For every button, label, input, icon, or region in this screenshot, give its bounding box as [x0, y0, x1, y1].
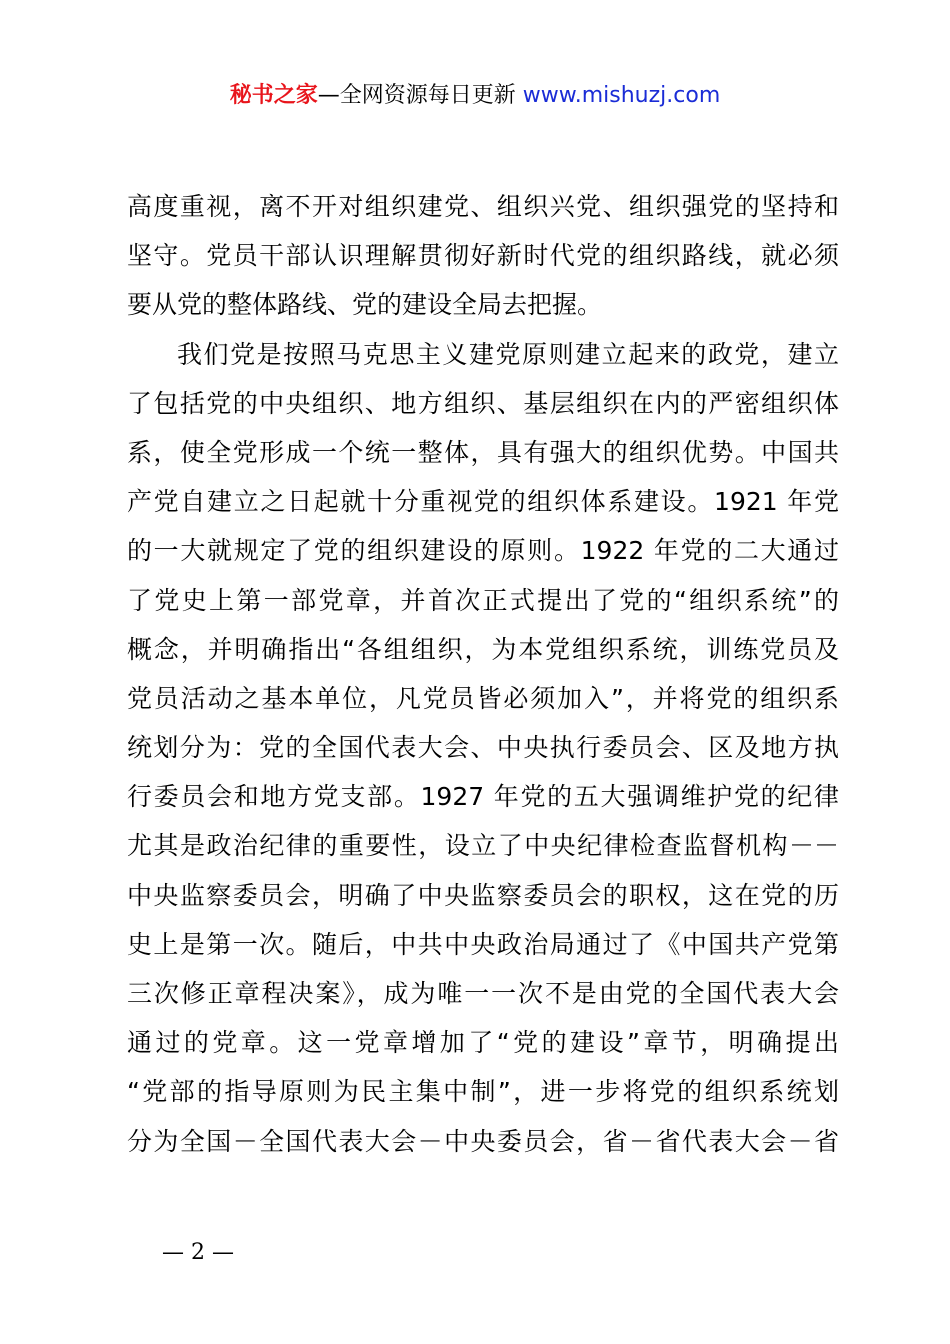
text-line: 统划分为：党的全国代表大会、中央执行委员会、区及地方执	[127, 733, 839, 763]
text-line: 高度重视，离不开对组织建党、组织兴党、组织强党的坚持和	[127, 192, 839, 221]
site-url-link[interactable]: www.mishuzj.com	[522, 83, 721, 108]
site-header	[0, 78, 950, 114]
text-line: 行委员会和地方党支部。1927 年党的五大强调维护党的纪律	[127, 782, 839, 812]
text-line: 坚守。党员干部认识理解贯彻好新时代党的组织路线，就必须	[127, 241, 839, 271]
text-line: 系，使全党形成一个统一整体，具有强大的组织优势。中国共	[127, 437, 839, 467]
text-line: 尤其是政治纪律的重要性，设立了中央纪律检查监督机构－－	[127, 831, 839, 861]
text-line: 要从党的整体路线、党的建设全局去把握。	[127, 290, 603, 320]
text-line: 概念，并明确指出“各组组织，为本党组织系统，训练党员及	[127, 634, 839, 664]
text-line: 三次修正章程决案》，成为唯一一次不是由党的全国代表大会	[127, 979, 839, 1008]
text-line: 我们党是按照马克思主义建党原则建立起来的政党，建立	[177, 339, 839, 369]
text-line: 中央监察委员会，明确了中央监察委员会的职权，这在党的历	[127, 880, 839, 910]
text-line: 史上是第一次。随后，中共中央政治局通过了《中国共产党第	[127, 929, 839, 959]
text-line: 了包括党的中央组织、地方组织、基层组织在内的严密组织体	[127, 388, 839, 418]
text-line: 通过的党章。这一党章增加了“党的建设”章节，明确提出	[127, 1028, 839, 1058]
site-tagline: —全网资源每日更新	[317, 83, 516, 108]
text-line: “党部的指导原则为民主集中制”，进一步将党的组织系统划	[127, 1077, 839, 1107]
text-line: 的一大就规定了党的组织建设的原则。1922 年党的二大通过	[127, 536, 839, 566]
site-brand: 秘书之家	[229, 83, 318, 108]
document-body	[127, 182, 839, 1166]
page-number: — 2 —	[162, 1240, 234, 1265]
text-line: 了党史上第一部党章，并首次正式提出了党的“组织系统”的	[127, 585, 839, 615]
text-line: 分为全国－全国代表大会－中央委员会，省－省代表大会－省	[127, 1126, 839, 1156]
text-line: 党员活动之基本单位，凡党员皆必须加入”，并将党的组织系	[127, 683, 839, 713]
text-line: 产党自建立之日起就十分重视党的组织体系建设。1921 年党	[127, 487, 839, 517]
